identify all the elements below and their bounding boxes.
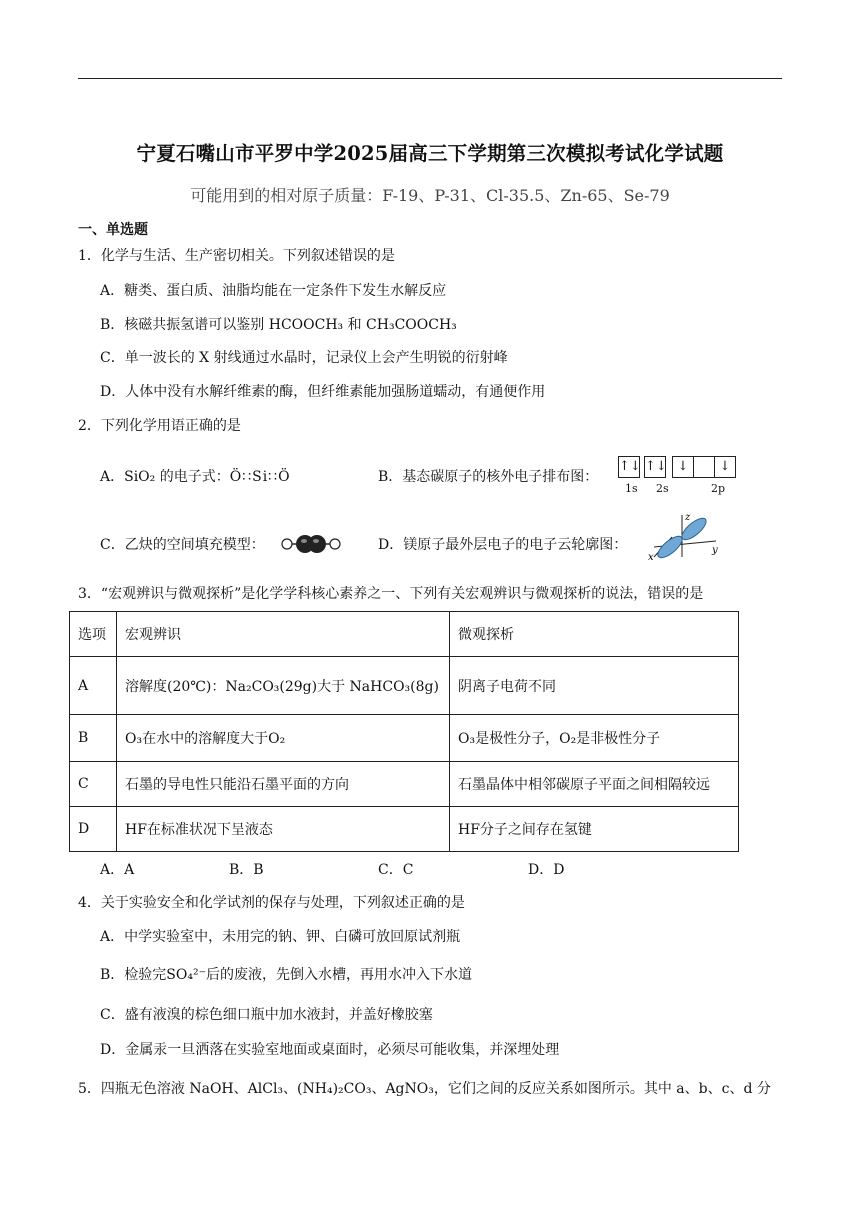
table-cell: O₃是极性分子，O₂是非极性分子: [450, 715, 739, 762]
q1-option-a: A．糖类、蛋白质、油脂均能在一定条件下发生水解反应: [100, 283, 447, 299]
q3-stem: 3．“宏观辨识与微观探析”是化学学科核心素养之一、下列有关宏观辨识与微观探析的说法，错误的是: [78, 586, 704, 602]
q2-option-a-label: A．SiO₂ 的电子式：: [100, 469, 230, 485]
q3-choice-b: B．B: [229, 862, 264, 878]
q1-option-c: C．单一波长的 X 射线通过水晶时，记录仪上会产生明锐的衍射峰: [100, 350, 508, 366]
q1-stem: 1．化学与生活、生产密切相关。下列叙述错误的是: [78, 248, 395, 264]
table-cell: 阴离子电荷不同: [450, 657, 739, 715]
table-row: [70, 657, 739, 715]
page-subtitle: 可能用到的相对原子质量：F-19、P-31、Cl-35.5、Zn-65、Se-79: [190, 186, 670, 205]
p-orbital-cloud-icon: [646, 511, 722, 561]
q2-option-a: [100, 468, 291, 486]
axis-x-label: x: [648, 552, 654, 561]
table-header-row: [70, 612, 739, 657]
q2-stem: 2．下列化学用语正确的是: [78, 418, 241, 434]
table-cell: A: [70, 657, 117, 715]
axis-z-label: z: [685, 512, 691, 523]
q3-table: [69, 611, 739, 852]
q2-option-c-label: C．乙炔的空间填充模型：: [100, 537, 265, 553]
table-cell: HF分子之间存在氢键: [450, 807, 739, 852]
orbital-label-2s: 2s: [656, 482, 669, 495]
axis-y-label: y: [712, 545, 718, 556]
table-cell: 石墨晶体中相邻碳原子平面之间相隔较远: [450, 762, 739, 807]
orbital-label-1s: 1s: [625, 482, 638, 495]
q1-option-b: B．核磁共振氢谱可以鉴别 HCOOCH₃ 和 CH₃COOCH₃: [100, 317, 457, 333]
table-cell: B: [70, 715, 117, 762]
table-header-cell: 微观探析: [450, 612, 739, 657]
table-cell: 石墨的导电性只能沿石墨平面的方向: [117, 762, 450, 807]
q5-stem: 5．四瓶无色溶液 NaOH、AlCl₃、(NH₄)₂CO₃、AgNO₃，它们之间的反应关系如图所示。其中 a、b、c、d 分: [78, 1081, 771, 1097]
table-header-cell: 宏观辨识: [117, 612, 450, 657]
table-row: [70, 715, 739, 762]
header-rule: [78, 78, 782, 79]
orbital-label-2p: 2p: [711, 482, 726, 495]
section-heading: 一、单选题: [78, 222, 148, 238]
table-cell: D: [70, 807, 117, 852]
orbital-2p-1: ↓: [672, 456, 693, 478]
q3-choice-a: A．A: [100, 862, 135, 878]
q2-option-b-label: B．基态碳原子的核外电子排布图：: [378, 469, 599, 485]
table-row: [70, 807, 739, 852]
orbital-1s: ↑↓: [618, 456, 640, 478]
q4-option-b: B．检验完SO₄²⁻后的废液，先倒入水槽，再用水冲入下水道: [100, 967, 472, 983]
sio2-electron-formula: Ö∷Si∷Ö: [229, 469, 291, 485]
orbital-2p-2: [693, 456, 714, 478]
q4-option-d: D．金属汞一旦洒落在实验室地面或桌面时，必须尽可能收集，并深埋处理: [100, 1042, 560, 1058]
acetylene-model-icon: [278, 533, 344, 555]
q4-stem: 4．关于实验安全和化学试剂的保存与处理，下列叙述正确的是: [78, 895, 465, 911]
table-cell: HF在标准状况下呈液态: [117, 807, 450, 852]
q1-option-d: D．人体中没有水解纤维素的酶，但纤维素能加强肠道蠕动，有通便作用: [100, 384, 546, 400]
table-header-cell: 选项: [70, 612, 117, 657]
q3-choice-d: D．D: [528, 862, 565, 878]
orbital-2p-3: ↓: [714, 456, 736, 478]
q4-option-a: A．中学实验室中，未用完的钠、钾、白磷可放回原试剂瓶: [100, 929, 461, 945]
q2-option-d-label: D．镁原子最外层电子的电子云轮廓图：: [378, 537, 628, 553]
orbital-diagram: [618, 456, 736, 478]
table-row: [70, 762, 739, 807]
table-cell: C: [70, 762, 117, 807]
q3-choice-c: C．C: [378, 862, 414, 878]
page-title: 宁夏石嘴山市平罗中学2025届高三下学期第三次模拟考试化学试题: [136, 142, 724, 165]
table-cell: 溶解度(20℃)：Na₂CO₃(29g)大于 NaHCO₃(8g): [117, 657, 450, 715]
q4-option-c: C．盛有液溴的棕色细口瓶中加水液封，并盖好橡胶塞: [100, 1007, 433, 1023]
orbital-2s: ↑↓: [644, 456, 666, 478]
table-cell: O₃在水中的溶解度大于O₂: [117, 715, 450, 762]
